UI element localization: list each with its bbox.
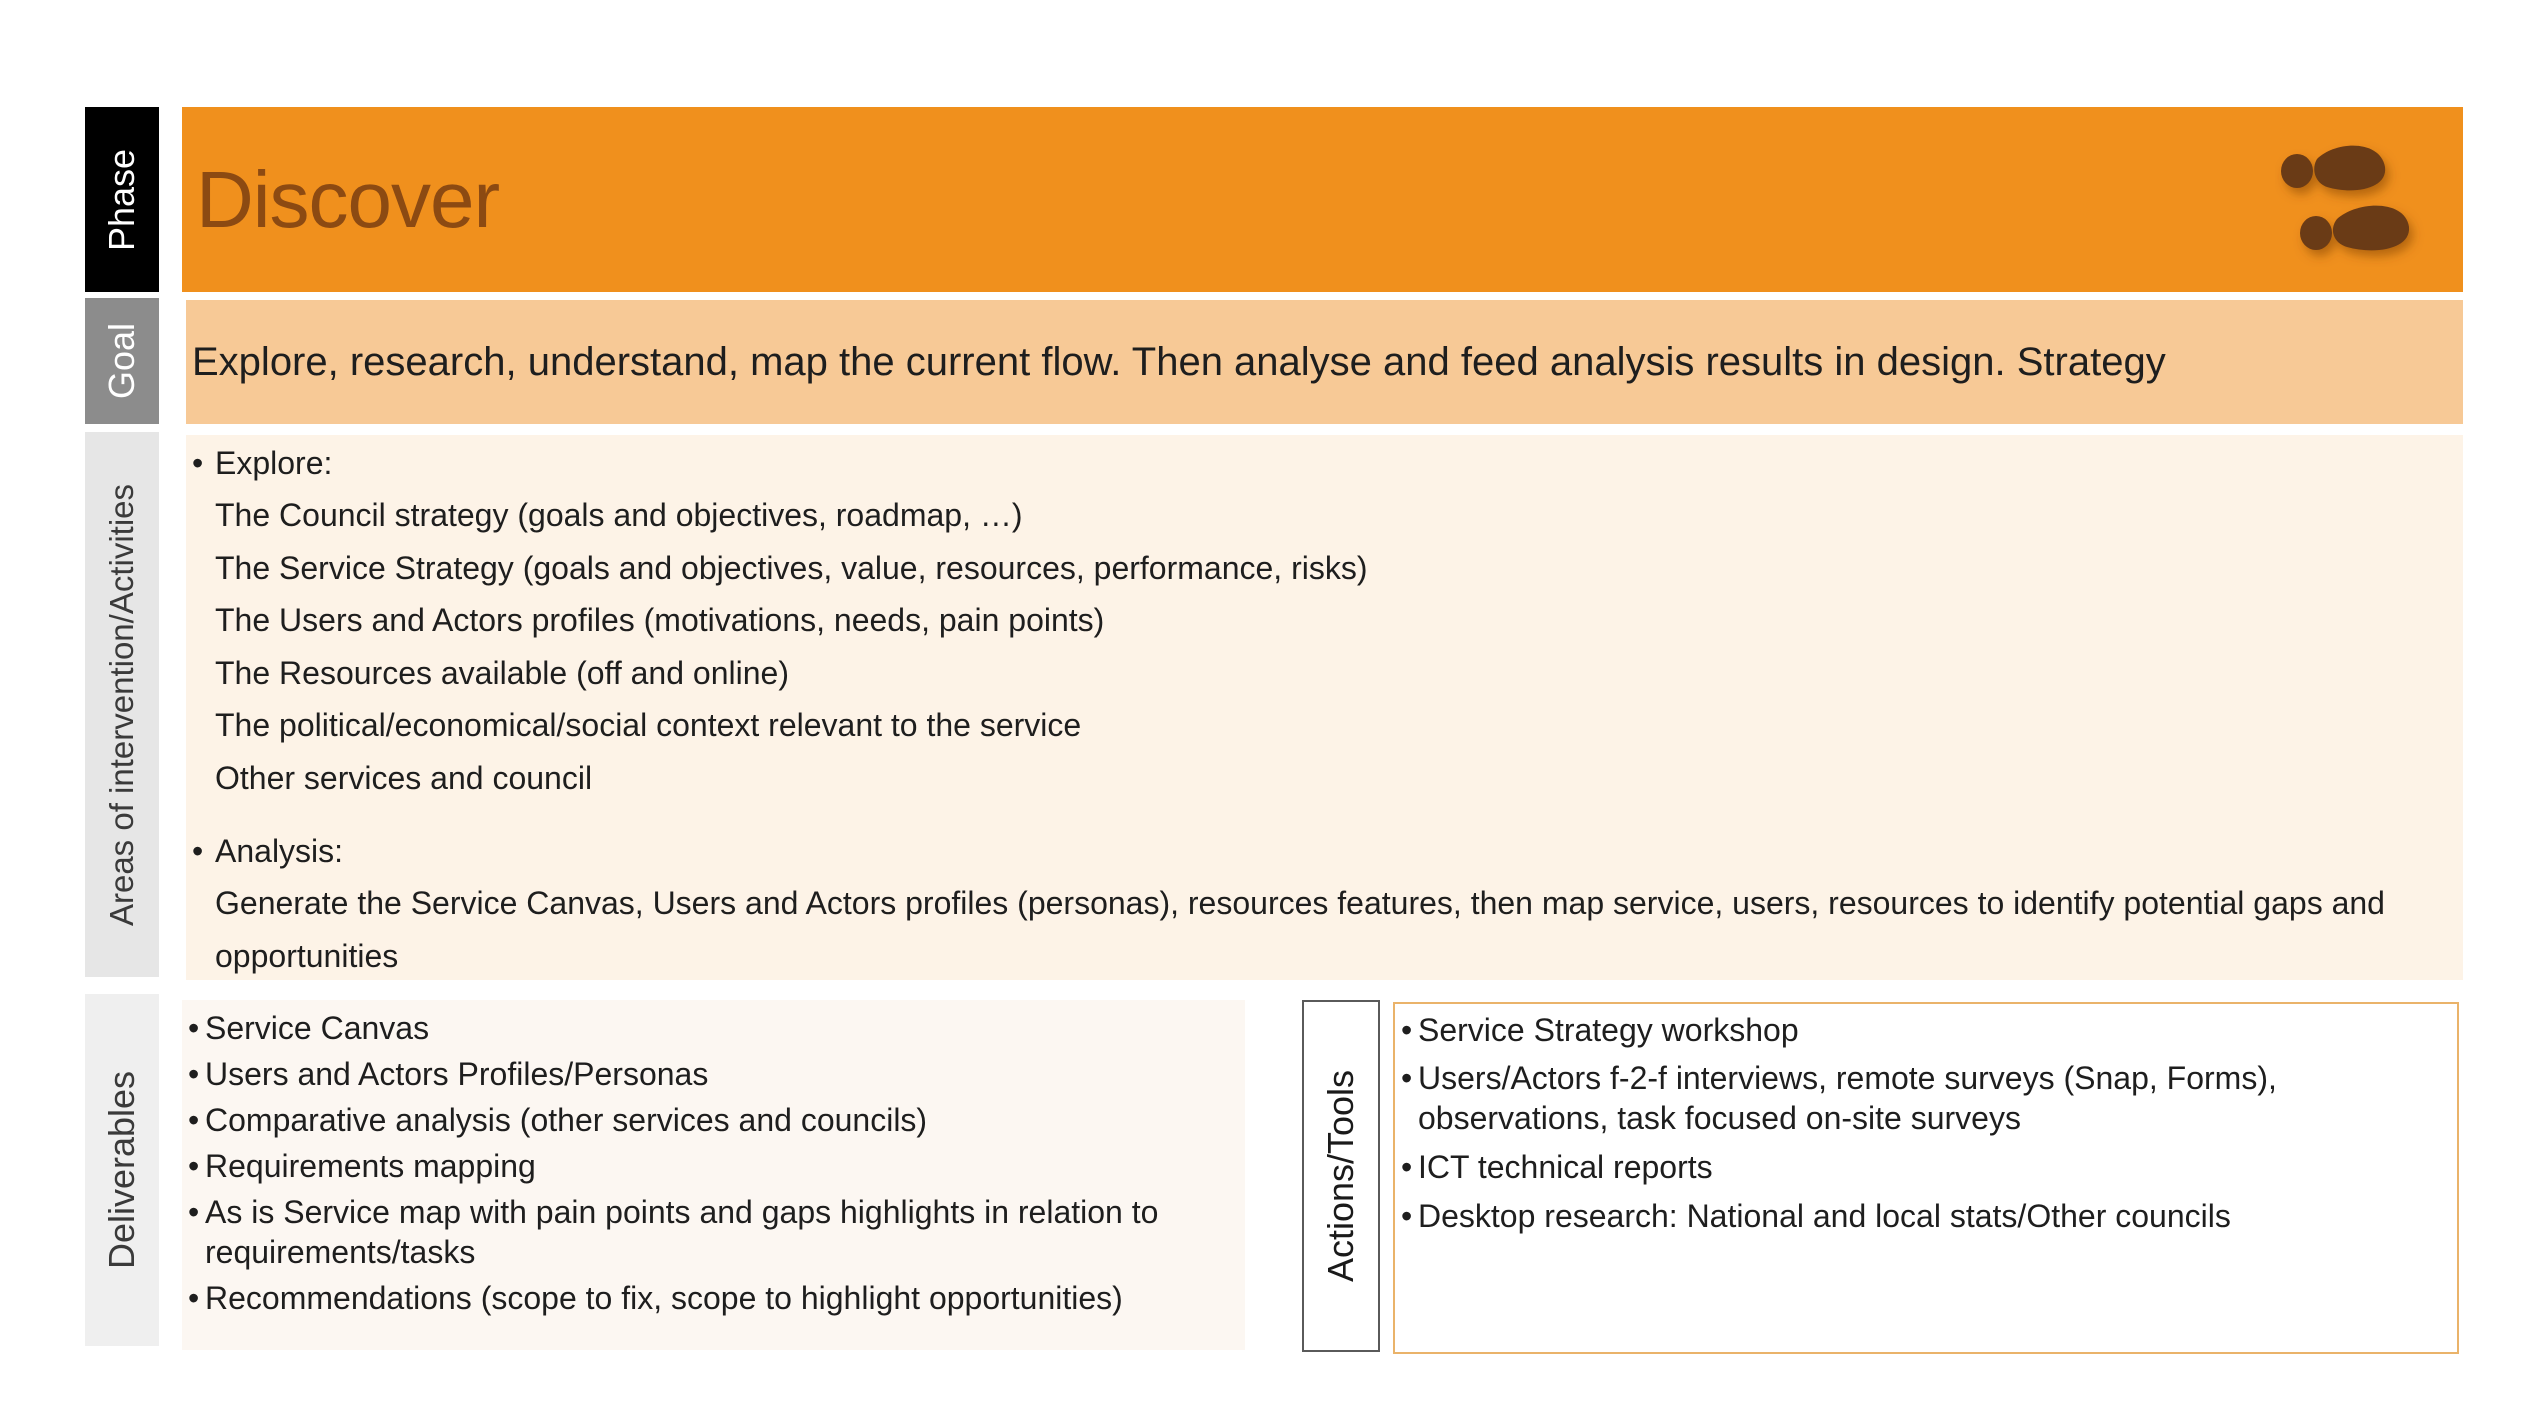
action-item: • ICT technical reports (1401, 1149, 1713, 1185)
actions-label-text: Actions/Tools (1320, 1069, 1362, 1283)
deliverable-item: • Service Canvas (188, 1010, 430, 1046)
analysis-heading: • Analysis: (192, 833, 344, 869)
explore-item: The Resources available (off and online) (215, 655, 789, 691)
deliverables-panel (182, 1000, 1245, 1350)
action-item: • Service Strategy workshop (1401, 1012, 1799, 1048)
goal-bar (186, 300, 2463, 424)
action-item: • Desktop research: National and local stats/Other councils (1401, 1198, 2231, 1234)
explore-item: The Service Strategy (goals and objectives, value, resources, performance, risks) (215, 550, 1368, 586)
action-item-continued: observations, task focused on-site surveys (1418, 1100, 2021, 1136)
footprints-icon (2275, 137, 2425, 267)
deliverable-item-continued: requirements/tasks (205, 1234, 476, 1270)
areas-label-text: Areas of intervention/Activities (103, 483, 141, 926)
deliverable-item: • As is Service map with pain points and gaps highlights in relation to requirements/tasks (188, 1194, 1159, 1270)
deliverable-item: • Users and Actors Profiles/Personas (188, 1056, 709, 1092)
areas-panel (186, 435, 2463, 980)
actions-panel (1393, 1002, 2459, 1354)
deliverable-item: • Comparative analysis (other services and councils) (188, 1102, 928, 1138)
analysis-text: Generate the Service Canvas, Users and Actors profiles (personas), resources features, then map service, users, resources to identify potential gaps and (215, 885, 2385, 921)
phase-label-text: Phase (101, 148, 143, 251)
explore-item: The political/economical/social context relevant to the service (215, 707, 1082, 743)
actions-label (1302, 1000, 1380, 1352)
explore-item: The Users and Actors profiles (motivations, needs, pain points) (215, 602, 1105, 638)
deliverables-label-text: Deliverables (101, 1070, 142, 1270)
deliverables-label (85, 994, 159, 1346)
analysis-text-continued: opportunities (215, 938, 399, 974)
goal-text: Explore, research, understand, map the current flow. Then analyse and feed analysis results in design. Strategy (192, 339, 2166, 384)
goal-label-text: Goal (101, 322, 143, 400)
explore-heading: • Explore: (192, 445, 333, 481)
phase-title: Discover (196, 154, 500, 244)
phase-bar (182, 107, 2463, 292)
deliverable-item: • Requirements mapping (188, 1148, 536, 1184)
areas-label (85, 432, 159, 977)
deliverable-item: • Recommendations (scope to fix, scope to highlight opportunities) (188, 1280, 1123, 1316)
explore-item: Other services and council (215, 760, 593, 796)
explore-item: The Council strategy (goals and objectives, roadmap, …) (215, 497, 1023, 533)
action-item: • Users/Actors f-2-f interviews, remote surveys (Snap, Forms), observations, task focused on-site surveys (1401, 1060, 2277, 1136)
goal-label (85, 298, 159, 424)
phase-label (85, 107, 159, 292)
